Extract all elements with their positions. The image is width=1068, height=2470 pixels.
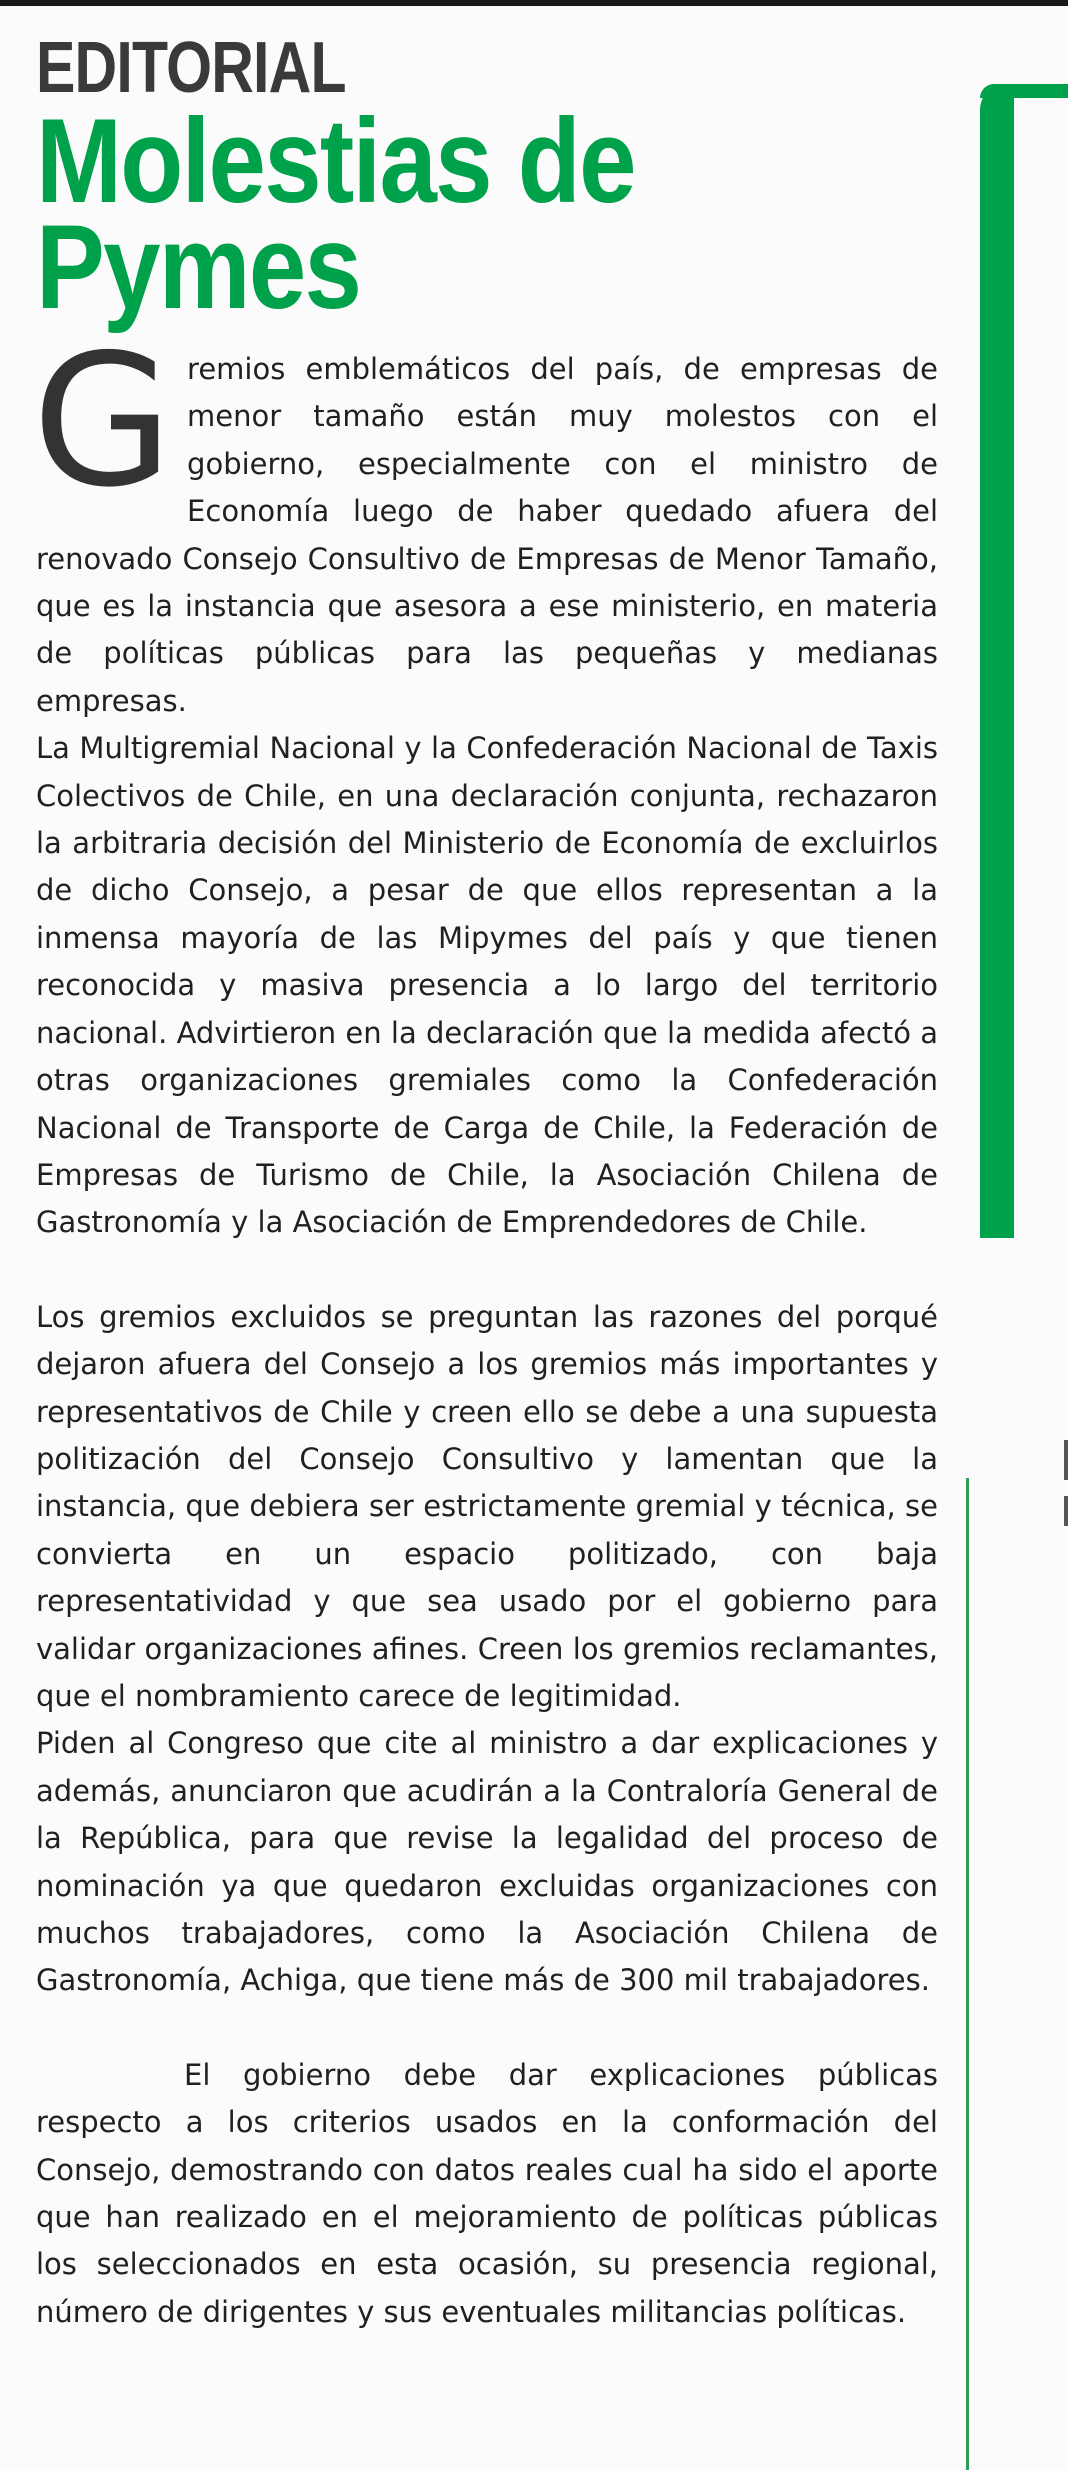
top-border-rule bbox=[0, 0, 1068, 6]
paragraph-2: La Multigremial Nacional y la Confederación Nacional de Taxis Colectivos de Chile, en una declaración conjunta, rechazaron la arbitraria decisión del Ministerio de Economía de excluirlos de dicho Consejo, a pesar de que ellos representan a la inmensa mayoría de las Mipymes del país y que tienen reconocida y masiva presencia a lo largo del territorio nacional. Advirtieron en la declaración que la medida afectó a otras organizaciones gremiales como la Confederación Nacional de Transporte de Carga de Chile, la Federación de Empresas de Turismo de Chile, la Asociación Chilena de Gastronomía y la Asociación de Emprendedores de Chile. bbox=[36, 731, 938, 1240]
editorial-article bbox=[32, 28, 938, 2336]
headline: Molestias de Pymes bbox=[36, 94, 635, 334]
section-label: EDITORIAL bbox=[36, 28, 346, 108]
drop-cap: G bbox=[32, 315, 174, 527]
paragraph-4: Piden al Congreso que cite al ministro a dar explicaciones y además, anunciaron que acudirán a la Contraloría General de la República, para que revise la legalidad del proceso de nominación ya que quedaron excluidas organizaciones con muchos trabajadores, como la Asociación Chilena de Gastronomía, Achiga, que tiene más de 300 mil trabajadores. bbox=[36, 1726, 938, 1998]
green-rail-lower bbox=[966, 1478, 969, 2470]
paragraph-3: Los gremios excluidos se preguntan las razones del porqué dejaron afuera del Consejo a los gremios más importantes y representativos de Chile y creen ello se debe a una supuesta politización del Consejo Consultivo y lamentan que la instancia, que debiera ser estrictamente gremial y técnica, se convierta en un espacio politizado, con baja representatividad y que sea usado por el gobierno para validar organizaciones afines. Creen los gremios reclamantes, que el nombramiento carece de legitimidad. bbox=[36, 1299, 938, 1713]
green-rail-vertical bbox=[980, 84, 1014, 1238]
article-body bbox=[32, 315, 938, 2336]
paragraph-1-text: remios emblemáticos del país, de empresas de menor tamaño están muy molestos con el gobierno, especialmente con el ministro de Economía luego de haber quedado afuera del renovado Consejo Consultivo de Empresas de Menor Tamaño, que es la instancia que asesora a ese ministerio, en materia de políticas públicas para las pequeñas y medianas empresas. bbox=[36, 352, 938, 718]
paragraph-1 bbox=[32, 315, 938, 725]
edge-mark-2 bbox=[1064, 1496, 1068, 1526]
paragraph-5: El gobierno debe dar explicaciones públicas respecto a los criterios usados en la conformación del Consejo, demostrando con datos reales cual ha sido el aporte que han realizado en el mejoramiento de políticas públicas los seleccionados en esta ocasión, su presencia regional, número de dirigentes y sus eventuales militancias políticas. bbox=[36, 2057, 938, 2329]
edge-mark-1 bbox=[1064, 1440, 1068, 1480]
